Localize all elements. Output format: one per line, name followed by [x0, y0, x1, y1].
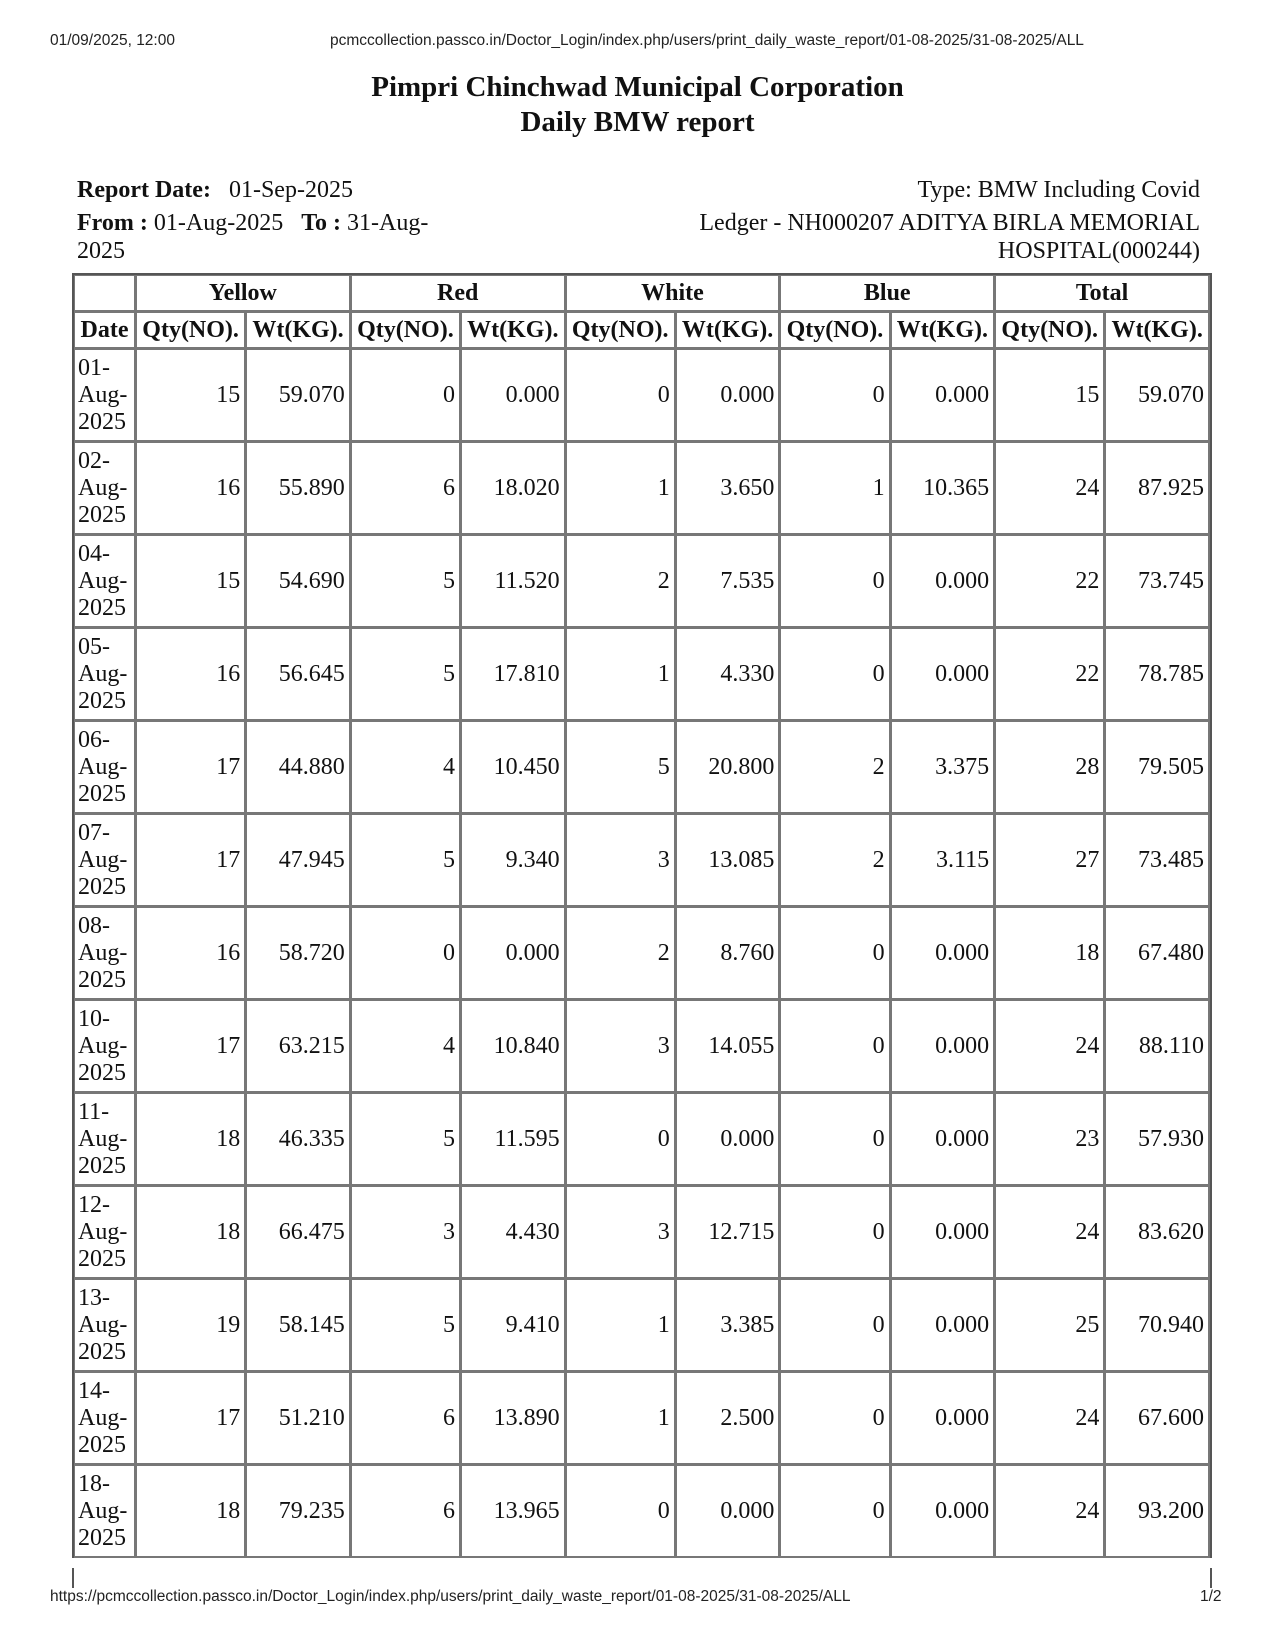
white-wt-cell: 13.085	[676, 814, 781, 907]
red-qty-cell: 6	[351, 1465, 461, 1558]
page-number: 1/2	[1200, 1588, 1222, 1605]
red-qty-cell: 4	[351, 721, 461, 814]
blue-wt-cell: 0.000	[891, 1465, 996, 1558]
date-part: 2025	[78, 594, 126, 621]
blue-wt-cell: 0.000	[891, 1279, 996, 1372]
total-wt-cell: 83.620	[1105, 1186, 1210, 1279]
blue-wt-header: Wt(KG).	[891, 312, 996, 349]
white-qty-cell: 1	[566, 628, 676, 721]
table-row	[74, 1465, 1210, 1558]
date-cell	[74, 628, 136, 721]
yellow-qty-cell: 15	[136, 349, 246, 442]
white-wt-cell: 12.715	[676, 1186, 781, 1279]
total-wt-cell: 73.485	[1105, 814, 1210, 907]
date-part: Aug-	[78, 753, 128, 780]
red-qty-cell: 5	[351, 814, 461, 907]
white-qty-cell: 1	[566, 442, 676, 535]
blue-wt-cell: 0.000	[891, 628, 996, 721]
red-wt-cell: 11.520	[461, 535, 566, 628]
total-qty-cell: 28	[995, 721, 1105, 814]
blue-qty-cell: 0	[780, 1186, 890, 1279]
print-url: pcmccollection.passco.in/Doctor_Login/index.php/users/print_daily_waste_report/01-08-2025/31-08-2025/ALL	[330, 32, 1084, 49]
white-qty-cell: 3	[566, 814, 676, 907]
red-qty-cell: 5	[351, 535, 461, 628]
report-type: Type: BMW Including Covid	[917, 177, 1200, 203]
date-part: Aug-	[78, 939, 128, 966]
date-cell	[74, 1093, 136, 1186]
yellow-wt-cell: 44.880	[246, 721, 351, 814]
table-border-continuation-left	[72, 1568, 74, 1588]
date-part: 04-	[78, 540, 110, 567]
bmw-report-table	[72, 273, 1212, 1558]
date-part: Aug-	[78, 1125, 128, 1152]
table-border-continuation-right	[1210, 1568, 1212, 1588]
total-wt-cell: 67.480	[1105, 907, 1210, 1000]
blue-wt-cell: 0.000	[891, 907, 996, 1000]
total-qty-cell: 22	[995, 535, 1105, 628]
white-wt-cell: 3.385	[676, 1279, 781, 1372]
date-part: 2025	[78, 408, 126, 435]
total-qty-cell: 24	[995, 1465, 1105, 1558]
red-qty-cell: 0	[351, 907, 461, 1000]
white-wt-cell: 7.535	[676, 535, 781, 628]
yellow-qty-cell: 18	[136, 1186, 246, 1279]
blue-qty-cell: 0	[780, 628, 890, 721]
ledger-line2: HOSPITAL(000244)	[997, 238, 1200, 264]
white-wt-cell: 8.760	[676, 907, 781, 1000]
date-part: 2025	[78, 1152, 126, 1179]
yellow-wt-header: Wt(KG).	[246, 312, 351, 349]
total-wt-cell: 59.070	[1105, 349, 1210, 442]
total-qty-cell: 22	[995, 628, 1105, 721]
red-wt-cell: 10.450	[461, 721, 566, 814]
white-wt-cell: 0.000	[676, 1093, 781, 1186]
date-part: 12-	[78, 1191, 110, 1218]
group-total: Total	[995, 275, 1210, 312]
blue-wt-cell: 3.115	[891, 814, 996, 907]
yellow-wt-cell: 54.690	[246, 535, 351, 628]
date-cell	[74, 442, 136, 535]
table-row	[74, 907, 1210, 1000]
total-wt-cell: 57.930	[1105, 1093, 1210, 1186]
date-header: Date	[74, 312, 136, 349]
white-qty-header: Qty(NO).	[566, 312, 676, 349]
red-wt-cell: 9.410	[461, 1279, 566, 1372]
date-part: Aug-	[78, 846, 128, 873]
total-qty-cell: 18	[995, 907, 1105, 1000]
white-wt-cell: 3.650	[676, 442, 781, 535]
total-qty-cell: 24	[995, 442, 1105, 535]
date-cell	[74, 814, 136, 907]
date-part: Aug-	[78, 1032, 128, 1059]
total-wt-cell: 67.600	[1105, 1372, 1210, 1465]
yellow-qty-cell: 17	[136, 721, 246, 814]
date-part: Aug-	[78, 381, 128, 408]
yellow-wt-cell: 47.945	[246, 814, 351, 907]
red-wt-cell: 10.840	[461, 1000, 566, 1093]
total-wt-cell: 88.110	[1105, 1000, 1210, 1093]
blue-qty-cell: 0	[780, 1093, 890, 1186]
date-part: 2025	[78, 966, 126, 993]
date-part: 2025	[78, 873, 126, 900]
group-yellow: Yellow	[136, 275, 351, 312]
date-part: 02-	[78, 447, 110, 474]
yellow-qty-cell: 18	[136, 1465, 246, 1558]
table-row	[74, 349, 1210, 442]
report-date-value: 01-Sep-2025	[228, 177, 353, 203]
blue-wt-cell: 0.000	[891, 535, 996, 628]
date-cell	[74, 535, 136, 628]
white-qty-cell: 0	[566, 1093, 676, 1186]
to-date-part2: 2025	[77, 238, 125, 264]
report-meta-right	[640, 176, 1200, 265]
date-cell	[74, 1465, 136, 1558]
print-datetime: 01/09/2025, 12:00	[50, 32, 175, 49]
table-row	[74, 442, 1210, 535]
red-wt-cell: 18.020	[461, 442, 566, 535]
white-wt-header: Wt(KG).	[676, 312, 781, 349]
report-date-line	[77, 176, 477, 209]
date-range-line	[77, 209, 477, 265]
corner-cell	[74, 275, 136, 312]
red-wt-cell: 13.965	[461, 1465, 566, 1558]
date-part: Aug-	[78, 660, 128, 687]
red-wt-header: Wt(KG).	[461, 312, 566, 349]
table-row	[74, 814, 1210, 907]
red-wt-cell: 11.595	[461, 1093, 566, 1186]
date-cell	[74, 721, 136, 814]
yellow-qty-cell: 19	[136, 1279, 246, 1372]
date-part: 06-	[78, 726, 110, 753]
to-date-part1: 31-Aug-	[347, 210, 429, 236]
yellow-qty-cell: 15	[136, 535, 246, 628]
blue-wt-cell: 10.365	[891, 442, 996, 535]
white-qty-cell: 2	[566, 535, 676, 628]
total-qty-cell: 24	[995, 1000, 1105, 1093]
from-date: 01-Aug-2025	[153, 210, 284, 236]
yellow-qty-cell: 16	[136, 907, 246, 1000]
red-qty-cell: 5	[351, 1279, 461, 1372]
red-qty-cell: 0	[351, 349, 461, 442]
red-wt-cell: 0.000	[461, 907, 566, 1000]
red-wt-cell: 0.000	[461, 349, 566, 442]
table-row	[74, 1279, 1210, 1372]
date-part: 2025	[78, 1059, 126, 1086]
date-part: 08-	[78, 912, 110, 939]
white-qty-cell: 3	[566, 1186, 676, 1279]
table-row	[74, 535, 1210, 628]
total-wt-cell: 78.785	[1105, 628, 1210, 721]
date-part: 11-	[78, 1098, 110, 1125]
blue-qty-cell: 0	[780, 1279, 890, 1372]
red-qty-cell: 6	[351, 442, 461, 535]
table-row	[74, 1000, 1210, 1093]
from-label: From :	[77, 210, 148, 236]
yellow-wt-cell: 58.145	[246, 1279, 351, 1372]
table-row	[74, 1372, 1210, 1465]
table-row	[74, 628, 1210, 721]
group-red: Red	[351, 275, 566, 312]
yellow-qty-cell: 18	[136, 1093, 246, 1186]
white-wt-cell: 0.000	[676, 349, 781, 442]
yellow-wt-cell: 46.335	[246, 1093, 351, 1186]
date-part: 2025	[78, 1431, 126, 1458]
blue-qty-cell: 1	[780, 442, 890, 535]
blue-wt-cell: 0.000	[891, 1093, 996, 1186]
blue-wt-cell: 3.375	[891, 721, 996, 814]
date-part: Aug-	[78, 567, 128, 594]
blue-wt-cell: 0.000	[891, 1000, 996, 1093]
yellow-qty-cell: 16	[136, 628, 246, 721]
blue-wt-cell: 0.000	[891, 349, 996, 442]
blue-wt-cell: 0.000	[891, 1372, 996, 1465]
title-organization: Pimpri Chinchwad Municipal Corporation	[371, 71, 904, 103]
date-part: Aug-	[78, 474, 128, 501]
yellow-wt-cell: 59.070	[246, 349, 351, 442]
white-qty-cell: 1	[566, 1279, 676, 1372]
date-part: 2025	[78, 1524, 126, 1551]
total-qty-cell: 25	[995, 1279, 1105, 1372]
blue-qty-cell: 0	[780, 535, 890, 628]
date-part: Aug-	[78, 1311, 128, 1338]
column-header-row	[74, 312, 1210, 349]
red-qty-cell: 3	[351, 1186, 461, 1279]
table-body	[74, 349, 1210, 1558]
date-part: 2025	[78, 780, 126, 807]
date-part: 10-	[78, 1005, 110, 1032]
date-part: Aug-	[78, 1218, 128, 1245]
yellow-wt-cell: 56.645	[246, 628, 351, 721]
blue-qty-cell: 0	[780, 907, 890, 1000]
white-qty-cell: 0	[566, 1465, 676, 1558]
blue-qty-cell: 2	[780, 721, 890, 814]
total-qty-cell: 24	[995, 1372, 1105, 1465]
total-qty-cell: 27	[995, 814, 1105, 907]
total-qty-header: Qty(NO).	[995, 312, 1105, 349]
yellow-qty-cell: 17	[136, 814, 246, 907]
date-part: 18-	[78, 1470, 110, 1497]
date-cell	[74, 349, 136, 442]
table-row	[74, 721, 1210, 814]
blue-qty-header: Qty(NO).	[780, 312, 890, 349]
total-wt-cell: 79.505	[1105, 721, 1210, 814]
date-part: 05-	[78, 633, 110, 660]
blue-qty-cell: 0	[780, 1000, 890, 1093]
red-wt-cell: 17.810	[461, 628, 566, 721]
white-qty-cell: 0	[566, 349, 676, 442]
date-cell	[74, 1000, 136, 1093]
white-wt-cell: 4.330	[676, 628, 781, 721]
yellow-wt-cell: 79.235	[246, 1465, 351, 1558]
white-wt-cell: 2.500	[676, 1372, 781, 1465]
red-qty-cell: 5	[351, 628, 461, 721]
date-part: 2025	[78, 501, 126, 528]
white-wt-cell: 0.000	[676, 1465, 781, 1558]
date-part: 01-	[78, 354, 110, 381]
to-label: To :	[301, 210, 341, 236]
blue-qty-cell: 0	[780, 1372, 890, 1465]
footer-url: https://pcmccollection.passco.in/Doctor_Login/index.php/users/print_daily_waste_report/01-08-2025/31-08-2025/ALL	[50, 1588, 851, 1605]
total-qty-cell: 24	[995, 1186, 1105, 1279]
group-blue: Blue	[780, 275, 995, 312]
yellow-wt-cell: 51.210	[246, 1372, 351, 1465]
total-wt-cell: 73.745	[1105, 535, 1210, 628]
title-report-name: Daily BMW report	[520, 106, 755, 138]
yellow-qty-cell: 17	[136, 1000, 246, 1093]
date-part: 2025	[78, 687, 126, 714]
date-cell	[74, 907, 136, 1000]
blue-qty-cell: 0	[780, 349, 890, 442]
total-wt-cell: 93.200	[1105, 1465, 1210, 1558]
red-qty-cell: 4	[351, 1000, 461, 1093]
red-wt-cell: 4.430	[461, 1186, 566, 1279]
white-wt-cell: 14.055	[676, 1000, 781, 1093]
total-qty-cell: 15	[995, 349, 1105, 442]
red-qty-header: Qty(NO).	[351, 312, 461, 349]
total-wt-cell: 87.925	[1105, 442, 1210, 535]
white-qty-cell: 1	[566, 1372, 676, 1465]
red-wt-cell: 13.890	[461, 1372, 566, 1465]
report-title	[0, 70, 1275, 140]
white-qty-cell: 3	[566, 1000, 676, 1093]
table-row	[74, 1186, 1210, 1279]
group-white: White	[566, 275, 781, 312]
report-meta-left	[77, 176, 477, 265]
white-qty-cell: 2	[566, 907, 676, 1000]
total-wt-header: Wt(KG).	[1105, 312, 1210, 349]
date-part: Aug-	[78, 1497, 128, 1524]
yellow-qty-cell: 17	[136, 1372, 246, 1465]
date-part: 14-	[78, 1377, 110, 1404]
total-qty-cell: 23	[995, 1093, 1105, 1186]
yellow-wt-cell: 55.890	[246, 442, 351, 535]
yellow-qty-header: Qty(NO).	[136, 312, 246, 349]
white-qty-cell: 5	[566, 721, 676, 814]
yellow-qty-cell: 16	[136, 442, 246, 535]
date-cell	[74, 1186, 136, 1279]
date-part: Aug-	[78, 1404, 128, 1431]
date-cell	[74, 1372, 136, 1465]
date-part: 2025	[78, 1338, 126, 1365]
blue-wt-cell: 0.000	[891, 1186, 996, 1279]
red-wt-cell: 9.340	[461, 814, 566, 907]
date-part: 07-	[78, 819, 110, 846]
total-wt-cell: 70.940	[1105, 1279, 1210, 1372]
date-cell	[74, 1279, 136, 1372]
date-part: 13-	[78, 1284, 110, 1311]
table-row	[74, 1093, 1210, 1186]
blue-qty-cell: 0	[780, 1465, 890, 1558]
red-qty-cell: 6	[351, 1372, 461, 1465]
white-wt-cell: 20.800	[676, 721, 781, 814]
report-date-label: Report Date:	[77, 177, 211, 203]
ledger-line1: Ledger - NH000207 ADITYA BIRLA MEMORIAL	[699, 210, 1200, 236]
date-part: 2025	[78, 1245, 126, 1272]
yellow-wt-cell: 66.475	[246, 1186, 351, 1279]
yellow-wt-cell: 58.720	[246, 907, 351, 1000]
blue-qty-cell: 2	[780, 814, 890, 907]
group-header-row	[74, 275, 1210, 312]
yellow-wt-cell: 63.215	[246, 1000, 351, 1093]
red-qty-cell: 5	[351, 1093, 461, 1186]
